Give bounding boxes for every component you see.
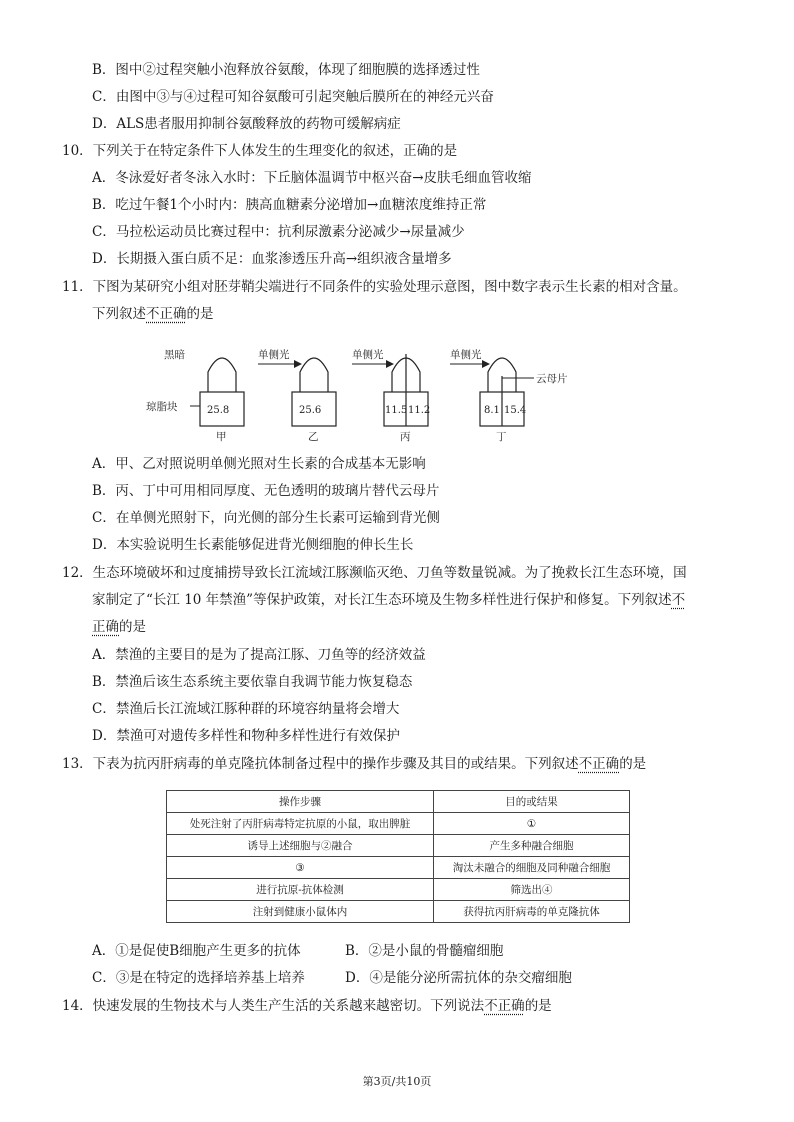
q13-option-b: B．②是小鼠的骨髓瘤细胞 <box>345 943 504 959</box>
label-dark: 黑暗 <box>164 349 185 361</box>
label-agar-block: 琼脂块 <box>146 401 178 413</box>
name-yi: 乙 <box>308 431 319 443</box>
q13-option-d: D．④是能分泌所需抗体的杂交瘤细胞 <box>345 970 572 986</box>
q11-stem-continued: 下列叙述不正确的是 <box>92 306 214 322</box>
q12-stem-continued-2: 正确的是 <box>92 619 146 635</box>
arrow-head-ding <box>482 360 490 368</box>
value-ding-right: 15.4 <box>504 405 527 416</box>
q10-stem: 10．下列关于在特定条件下人体发生的生理变化的叙述，正确的是 <box>62 143 458 159</box>
q13-option-a: A．①是促使B细胞产生更多的抗体 <box>92 943 301 959</box>
name-bing: 丙 <box>400 431 411 443</box>
value-jia: 25.8 <box>207 405 230 416</box>
q13-table <box>166 790 630 923</box>
label-light-ding: 单侧光 <box>450 349 482 361</box>
arrow-head-bing <box>386 360 394 368</box>
table-row <box>167 879 630 901</box>
table-cell: 获得抗丙肝病毒的单克隆抗体 <box>434 901 630 923</box>
table-header: 目的或结果 <box>434 791 630 813</box>
table-cell: 淘汰未融合的细胞及同种融合细胞 <box>434 857 630 879</box>
q12-option-c: C．禁渔后长江流域江豚种群的环境容纳量将会增大 <box>92 701 400 717</box>
table-cell: 注射到健康小鼠体内 <box>167 901 434 923</box>
q11-option-a: A．甲、乙对照说明单侧光照对生长素的合成基本无影响 <box>92 456 426 472</box>
q10-option-b: B．吃过午餐1个小时内：胰高血糖素分泌增加→血糖浓度维持正常 <box>92 197 487 213</box>
table-header: 操作步骤 <box>167 791 434 813</box>
table-cell: ③ <box>167 857 434 879</box>
coleoptile-experiment-figure <box>140 342 600 450</box>
q9-option-b: B．图中②过程突触小泡释放谷氨酸，体现了细胞膜的选择透过性 <box>92 62 480 78</box>
q12-stem: 12．生态环境破坏和过度捕捞导致长江流域江豚濒临灭绝、刀鱼等数量锐减。为了挽救长江生态环境，国 <box>62 565 687 581</box>
table-row <box>167 813 630 835</box>
q12-option-d: D．禁渔可对遗传多样性和物种多样性进行有效保护 <box>92 728 400 744</box>
q12-option-b: B．禁渔后该生态系统主要依靠自我调节能力恢复稳态 <box>92 674 413 690</box>
value-bing-right: 11.2 <box>408 405 431 416</box>
q11-option-b: B．丙、丁中可用相同厚度、无色透明的玻璃片替代云母片 <box>92 483 440 499</box>
table-cell: 诱导上述细胞与②融合 <box>167 835 434 857</box>
table-cell: 产生多种融合细胞 <box>434 835 630 857</box>
table-header-row <box>167 791 630 813</box>
name-jia: 甲 <box>216 431 227 443</box>
page-footer: 第3页/共10页 <box>362 1075 432 1088</box>
q13-option-c: C．③是在特定的选择培养基上培养 <box>92 970 305 986</box>
q10-option-c: C．马拉松运动员比赛过程中：抗利尿激素分泌减少→尿量减少 <box>92 224 465 240</box>
label-light-yi: 单侧光 <box>258 349 290 361</box>
value-bing-left: 11.5 <box>385 405 408 416</box>
q10-option-d: D．长期摄入蛋白质不足：血浆渗透压升高→组织液含量增多 <box>92 251 452 267</box>
coleoptile-tip-jia <box>208 358 236 392</box>
table-row <box>167 901 630 923</box>
name-ding: 丁 <box>496 431 507 443</box>
label-mica: 云母片 <box>536 373 568 385</box>
q12-stem-continued: 家制定了“长江 10 年禁渔”等保护政策，对长江生态环境及生物多样性进行保护和修复。下列叙述不 <box>92 592 686 608</box>
table-cell: 进行抗原-抗体检测 <box>167 879 434 901</box>
coleoptile-tip-yi <box>300 358 328 392</box>
table-cell: 处死注射了丙肝病毒特定抗原的小鼠，取出脾脏 <box>167 813 434 835</box>
q11-stem: 11．下图为某研究小组对胚芽鞘尖端进行不同条件的实验处理示意图，图中数字表示生长素的相对含量。 <box>62 279 687 295</box>
table-cell: ① <box>434 813 630 835</box>
table-row <box>167 857 630 879</box>
q12-option-a: A．禁渔的主要目的是为了提高江豚、刀鱼等的经济效益 <box>92 647 426 663</box>
q9-option-d: D．ALS患者服用抑制谷氨酸释放的药物可缓解病症 <box>92 116 401 132</box>
q11-option-d: D．本实验说明生长素能够促进背光侧细胞的伸长生长 <box>92 537 414 553</box>
table-cell: 筛选出④ <box>434 879 630 901</box>
q13-stem: 13．下表为抗丙肝病毒的单克隆抗体制备过程中的操作步骤及其目的或结果。下列叙述不正确的是 <box>62 756 647 772</box>
arrow-head-yi <box>294 360 302 368</box>
q9-option-c: C．由图中③与④过程可知谷氨酸可引起突触后膜所在的神经元兴奋 <box>92 89 494 105</box>
value-yi: 25.6 <box>299 405 322 416</box>
label-light-bing: 单侧光 <box>352 349 384 361</box>
q10-option-a: A．冬泳爱好者冬泳入水时：下丘脑体温调节中枢兴奋→皮肤毛细血管收缩 <box>92 170 532 186</box>
value-ding-left: 8.1 <box>484 405 500 416</box>
q11-option-c: C．在单侧光照射下，向光侧的部分生长素可运输到背光侧 <box>92 510 440 526</box>
q14-stem: 14．快速发展的生物技术与人类生产生活的关系越来越密切。下列说法不正确的是 <box>62 998 552 1014</box>
table-row <box>167 835 630 857</box>
